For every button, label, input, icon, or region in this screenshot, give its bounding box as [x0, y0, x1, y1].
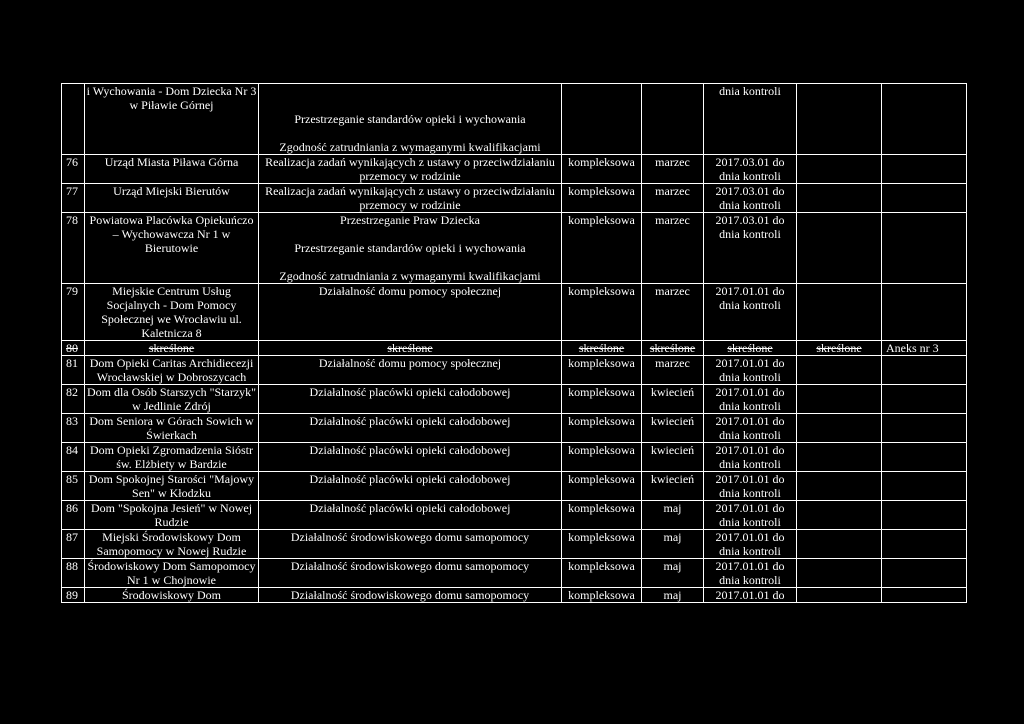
control-period: 2017.01.01 do [704, 588, 797, 603]
extra-cell [797, 356, 882, 385]
control-month: maj [642, 588, 704, 603]
note-cell [882, 588, 967, 603]
inspection-topic [259, 501, 562, 530]
topic-line [260, 84, 560, 98]
row-number: 82 [62, 385, 85, 414]
extra-cell [797, 443, 882, 472]
topic-line: Realizacja zadań wynikających z ustawy o przeciwdziałaniu przemocy w rodzinie [265, 155, 555, 183]
topic-line: Działalność placówki opieki całodobowej [309, 443, 511, 457]
note-cell [882, 443, 967, 472]
entity-name: Dom Seniora w Górach Sowich w Świerkach [85, 414, 259, 443]
note-cell: Aneks nr 3 [882, 341, 967, 356]
control-type: kompleksowa [562, 501, 642, 530]
table-row [62, 213, 967, 284]
note-cell [882, 356, 967, 385]
entity-name: Miejski Środowiskowy Dom Samopomocy w Nowej Rudzie [85, 530, 259, 559]
entity-name: Miejskie Centrum Usług Socjalnych - Dom Pomocy Społecznej we Wrocławiu ul. Kaletnicza 8 [85, 284, 259, 341]
entity-name: Dom "Spokojna Jesień" w Nowej Rudzie [85, 501, 259, 530]
control-period: 2017.03.01 do dnia kontroli [704, 213, 797, 284]
row-number [62, 84, 85, 155]
control-period: 2017.01.01 do dnia kontroli [704, 414, 797, 443]
entity-name: Dom Spokojnej Starości "Majowy Sen" w Kłodzku [85, 472, 259, 501]
row-number: 77 [62, 184, 85, 213]
control-month: maj [642, 559, 704, 588]
control-type: kompleksowa [562, 530, 642, 559]
table-row [62, 530, 967, 559]
row-number: 87 [62, 530, 85, 559]
entity-name: Dom Opieki Caritas Archidiecezji Wrocławskiej w Dobroszycach [85, 356, 259, 385]
control-month: marzec [642, 213, 704, 284]
control-month: kwiecień [642, 385, 704, 414]
row-number: 85 [62, 472, 85, 501]
table-row [62, 472, 967, 501]
spacer [260, 255, 560, 269]
topic-line: Działalność domu pomocy społecznej [318, 284, 502, 298]
inspection-topic [259, 341, 562, 356]
table-row [62, 559, 967, 588]
inspection-topic [259, 284, 562, 341]
control-month: kwiecień [642, 472, 704, 501]
topic-line: Działalność środowiskowego domu samopomocy [290, 588, 530, 602]
control-type [562, 84, 642, 155]
topic-line: skreślone [387, 341, 433, 355]
extra-cell [797, 385, 882, 414]
row-number: 84 [62, 443, 85, 472]
control-period: 2017.01.01 do dnia kontroli [704, 530, 797, 559]
extra-cell [797, 84, 882, 155]
topic-line: Przestrzeganie standardów opieki i wychowania [294, 112, 526, 126]
note-cell [882, 155, 967, 184]
control-type: skreślone [562, 341, 642, 356]
extra-cell [797, 414, 882, 443]
entity-name: Środowiskowy Dom [85, 588, 259, 603]
control-period: 2017.01.01 do dnia kontroli [704, 443, 797, 472]
spacer [260, 227, 560, 241]
table-row [62, 443, 967, 472]
control-type: kompleksowa [562, 414, 642, 443]
entity-name: i Wychowania - Dom Dziecka Nr 3 w Piławie Górnej [85, 84, 259, 155]
topic-line: Zgodność zatrudniania z wymaganymi kwalifikacjami [279, 269, 541, 283]
topic-line: Zgodność zatrudniania z wymaganymi kwalifikacjami [279, 140, 541, 154]
extra-cell [797, 501, 882, 530]
control-period: skreślone [704, 341, 797, 356]
row-number: 83 [62, 414, 85, 443]
control-type: kompleksowa [562, 155, 642, 184]
table-row [62, 84, 967, 155]
control-month: maj [642, 501, 704, 530]
control-period: 2017.01.01 do dnia kontroli [704, 501, 797, 530]
inspection-topic [259, 588, 562, 603]
control-month: marzec [642, 356, 704, 385]
control-month: marzec [642, 155, 704, 184]
topic-line: Realizacja zadań wynikających z ustawy o przeciwdziałaniu przemocy w rodzinie [265, 184, 555, 212]
note-cell [882, 414, 967, 443]
control-period: 2017.01.01 do dnia kontroli [704, 472, 797, 501]
inspection-topic [259, 443, 562, 472]
topic-line: Działalność domu pomocy społecznej [318, 356, 502, 370]
topic-line: Działalność środowiskowego domu samopomocy [290, 530, 530, 544]
topic-line: Działalność placówki opieki całodobowej [309, 385, 511, 399]
table-row [62, 341, 967, 356]
table-row [62, 588, 967, 603]
control-type: kompleksowa [562, 385, 642, 414]
inspection-topic [259, 385, 562, 414]
extra-cell [797, 588, 882, 603]
extra-cell [797, 472, 882, 501]
topic-line: Przestrzeganie Praw Dziecka [340, 213, 480, 227]
control-period: 2017.01.01 do dnia kontroli [704, 385, 797, 414]
control-month [642, 84, 704, 155]
note-cell [882, 284, 967, 341]
topic-line: Działalność środowiskowego domu samopomocy [290, 559, 530, 573]
entity-name: Urząd Miasta Piława Górna [85, 155, 259, 184]
control-type: kompleksowa [562, 443, 642, 472]
row-number: 86 [62, 501, 85, 530]
control-type: kompleksowa [562, 559, 642, 588]
extra-cell: skreślone [797, 341, 882, 356]
note-cell [882, 472, 967, 501]
table-row [62, 155, 967, 184]
row-number: 79 [62, 284, 85, 341]
extra-cell [797, 284, 882, 341]
control-type: kompleksowa [562, 356, 642, 385]
table-row [62, 414, 967, 443]
note-cell [882, 559, 967, 588]
control-type: kompleksowa [562, 472, 642, 501]
control-month: maj [642, 530, 704, 559]
control-month: skreślone [642, 341, 704, 356]
inspection-topic [259, 414, 562, 443]
topic-line: Działalność placówki opieki całodobowej [309, 414, 511, 428]
control-type: kompleksowa [562, 184, 642, 213]
inspection-topic [259, 84, 562, 155]
control-period: 2017.01.01 do dnia kontroli [704, 356, 797, 385]
entity-name: Dom Opieki Zgromadzenia Sióstr św. Elżbiety w Bardzie [85, 443, 259, 472]
note-cell [882, 501, 967, 530]
entity-name: Urząd Miejski Bierutów [85, 184, 259, 213]
spacer [260, 126, 560, 140]
control-period: dnia kontroli [704, 84, 797, 155]
spacer [260, 98, 560, 112]
table-row [62, 501, 967, 530]
control-month: marzec [642, 284, 704, 341]
note-cell [882, 385, 967, 414]
entity-name: Powiatowa Placówka Opiekuńczo – Wychowawcza Nr 1 w Bierutowie [85, 213, 259, 284]
inspection-topic [259, 213, 562, 284]
row-number: 88 [62, 559, 85, 588]
extra-cell [797, 184, 882, 213]
inspection-topic [259, 184, 562, 213]
control-period: 2017.01.01 do dnia kontroli [704, 284, 797, 341]
row-number: 76 [62, 155, 85, 184]
control-period: 2017.03.01 do dnia kontroli [704, 155, 797, 184]
control-month: kwiecień [642, 443, 704, 472]
inspection-topic [259, 472, 562, 501]
table-row [62, 385, 967, 414]
topic-line: Działalność placówki opieki całodobowej [309, 501, 511, 515]
control-month: marzec [642, 184, 704, 213]
note-cell [882, 84, 967, 155]
control-type: kompleksowa [562, 588, 642, 603]
note-cell [882, 213, 967, 284]
extra-cell [797, 213, 882, 284]
topic-line: Przestrzeganie standardów opieki i wychowania [294, 241, 526, 255]
table-row [62, 184, 967, 213]
row-number: 78 [62, 213, 85, 284]
table-body [62, 84, 967, 603]
control-period: 2017.01.01 do dnia kontroli [704, 559, 797, 588]
extra-cell [797, 155, 882, 184]
inspection-table [61, 83, 967, 603]
row-number: 89 [62, 588, 85, 603]
inspection-topic [259, 155, 562, 184]
table-row [62, 284, 967, 341]
control-type: kompleksowa [562, 284, 642, 341]
row-number: 81 [62, 356, 85, 385]
extra-cell [797, 530, 882, 559]
inspection-topic [259, 356, 562, 385]
inspection-topic [259, 559, 562, 588]
control-type: kompleksowa [562, 213, 642, 284]
control-month: kwiecień [642, 414, 704, 443]
control-period: 2017.03.01 do dnia kontroli [704, 184, 797, 213]
extra-cell [797, 559, 882, 588]
note-cell [882, 184, 967, 213]
entity-name: Dom dla Osób Starszych "Starzyk" w Jedlinie Zdrój [85, 385, 259, 414]
entity-name: skreślone [85, 341, 259, 356]
note-cell [882, 530, 967, 559]
topic-line: Działalność placówki opieki całodobowej [309, 472, 511, 486]
inspection-topic [259, 530, 562, 559]
table-row [62, 356, 967, 385]
entity-name: Środowiskowy Dom Samopomocy Nr 1 w Chojnowie [85, 559, 259, 588]
row-number: 80 [62, 341, 85, 356]
